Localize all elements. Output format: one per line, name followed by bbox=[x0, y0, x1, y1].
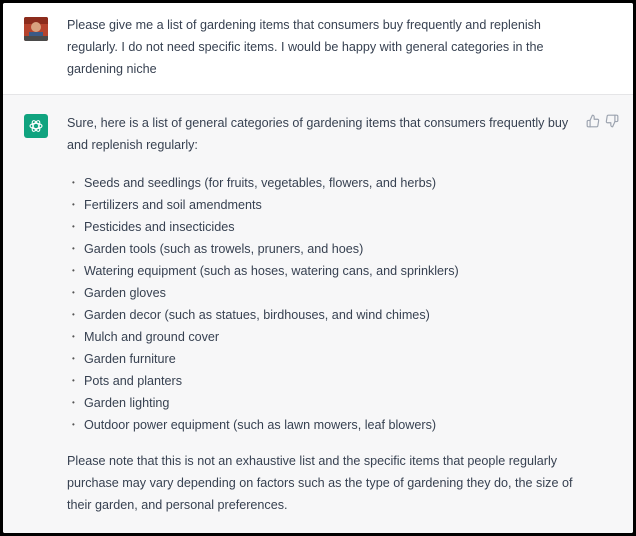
user-avatar bbox=[24, 17, 48, 41]
list-item: • Garden furniture bbox=[72, 352, 176, 366]
list-item: • Pesticides and insecticides bbox=[72, 220, 235, 234]
list-item-text: Garden lighting bbox=[84, 396, 170, 410]
list-item: • Garden gloves bbox=[72, 286, 166, 300]
list-item-text: Mulch and ground cover bbox=[84, 330, 220, 344]
list-item: • Garden lighting bbox=[72, 396, 170, 410]
list-item-text: Garden tools (such as trowels, pruners, and hoes) bbox=[84, 242, 364, 256]
list-item: • Pots and planters bbox=[72, 374, 183, 388]
list-item: • Seeds and seedlings (for fruits, vegetables, flowers, and herbs) bbox=[72, 176, 437, 190]
list-item-text: Fertilizers and soil amendments bbox=[84, 198, 262, 212]
list-item: • Fertilizers and soil amendments bbox=[72, 198, 262, 212]
gardening-categories-list bbox=[67, 172, 567, 436]
assistant-message bbox=[3, 94, 633, 533]
list-item-text: Garden furniture bbox=[84, 352, 176, 366]
thumbs-down-icon[interactable] bbox=[604, 113, 620, 129]
list-item-text: Pesticides and insecticides bbox=[84, 220, 235, 234]
openai-logo-icon bbox=[24, 114, 48, 138]
list-item-text: Garden decor (such as statues, birdhouses, and wind chimes) bbox=[84, 308, 430, 322]
chat-window bbox=[3, 3, 633, 533]
list-item-text: Outdoor power equipment (such as lawn mowers, leaf blowers) bbox=[84, 418, 437, 432]
assistant-outro-text: Please note that this is not an exhaustive list and the specific items that people regularly purchase may vary depending on factors such as the type of gardening they do, the size of their garden, and personal preferences. bbox=[67, 454, 573, 512]
list-item-text: Watering equipment (such as hoses, watering cans, and sprinklers) bbox=[84, 264, 459, 278]
list-item: • Outdoor power equipment (such as lawn mowers, leaf blowers) bbox=[72, 418, 437, 432]
list-item-text: Seeds and seedlings (for fruits, vegetables, flowers, and herbs) bbox=[84, 176, 437, 190]
thumbs-up-icon[interactable] bbox=[585, 113, 601, 129]
user-message bbox=[3, 3, 633, 94]
list-item: • Watering equipment (such as hoses, watering cans, and sprinklers) bbox=[72, 264, 459, 278]
list-item: • Garden tools (such as trowels, pruners, and hoes) bbox=[72, 242, 364, 256]
list-item-text: Garden gloves bbox=[84, 286, 166, 300]
list-item: • Garden decor (such as statues, birdhouses, and wind chimes) bbox=[72, 308, 430, 322]
user-message-text: Please give me a list of gardening items that consumers buy frequently and replenish regularly. I do not need specific items. I would be happy with general categories in the gardening niche bbox=[67, 18, 544, 76]
assistant-intro-text: Sure, here is a list of general categories of gardening items that consumers frequently buy and replenish regularly: bbox=[67, 116, 569, 152]
list-item: • Mulch and ground cover bbox=[72, 330, 220, 344]
list-item-text: Pots and planters bbox=[84, 374, 183, 388]
